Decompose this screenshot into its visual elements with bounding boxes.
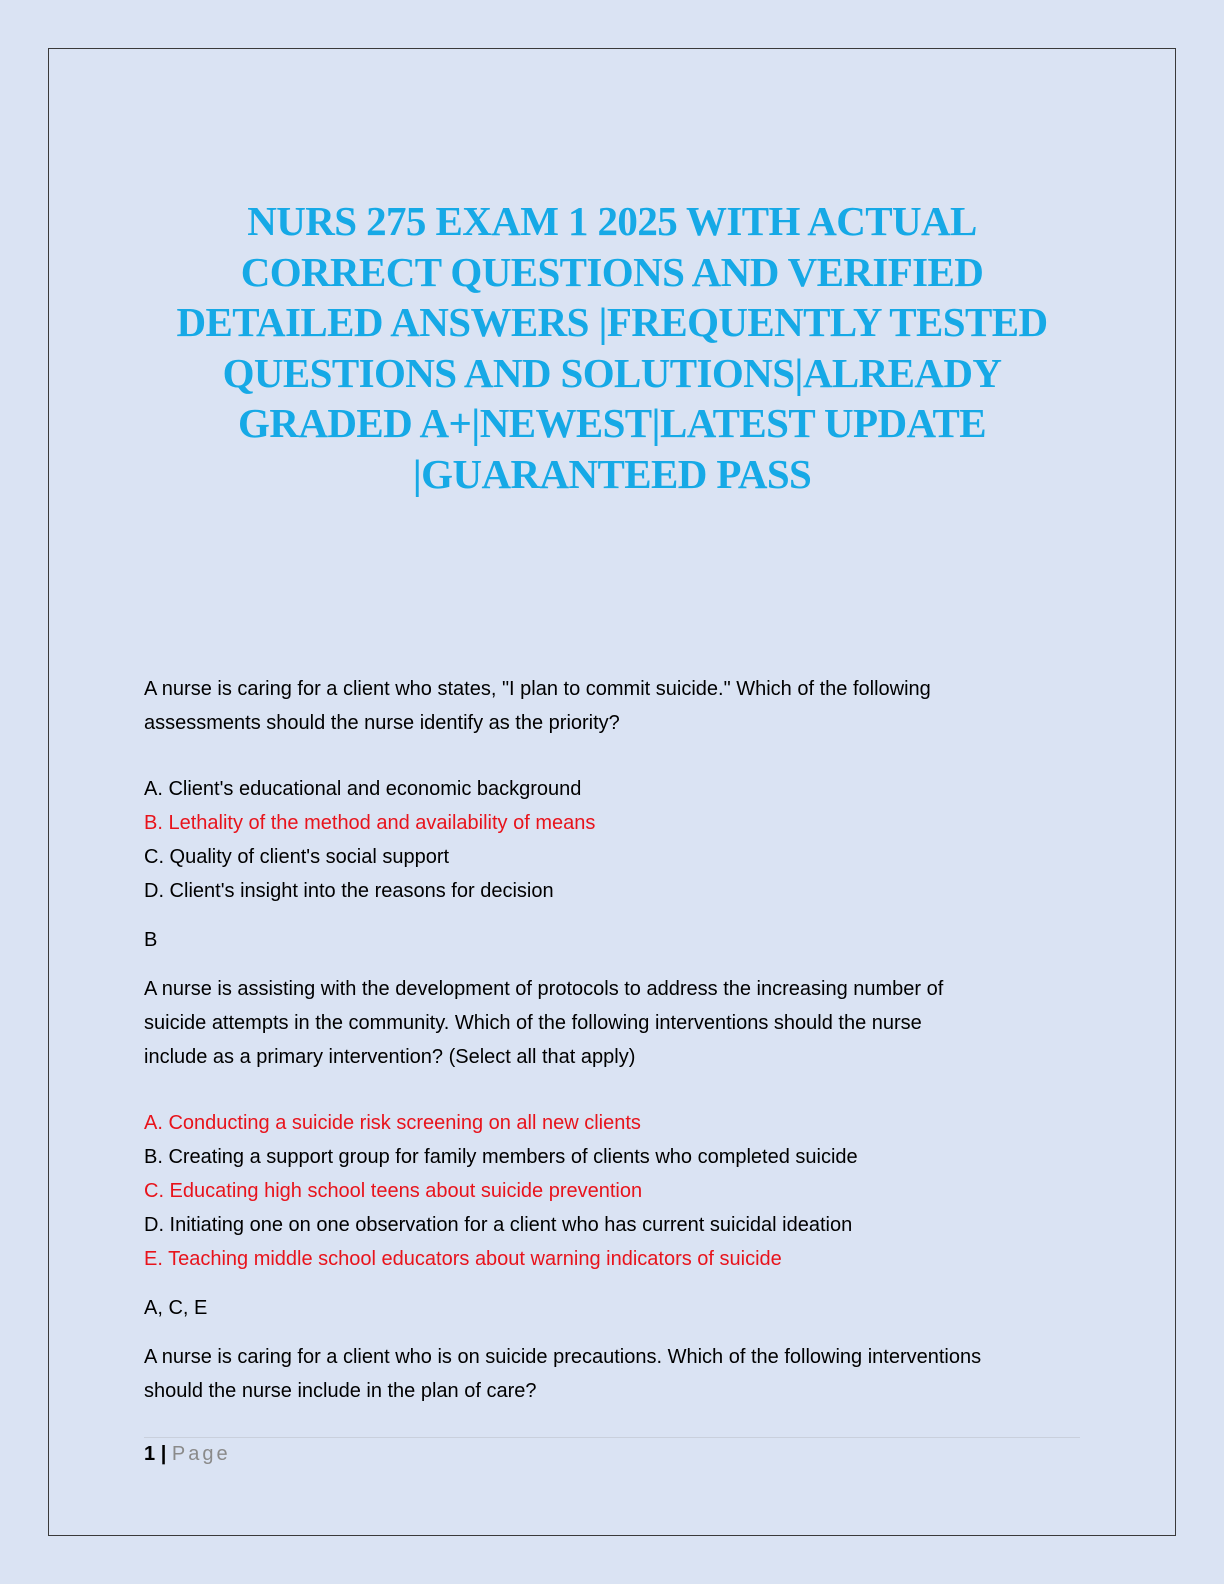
title-line: |GUARANTEED PASS xyxy=(412,450,812,497)
option-a-correct: A. Conducting a suicide risk screening on all new clients xyxy=(144,1112,641,1134)
footer-divider xyxy=(144,1437,1080,1438)
page-separator: | xyxy=(160,1443,167,1465)
option-c-correct: C. Educating high school teens about suicide prevention xyxy=(144,1180,643,1202)
title-line: CORRECT QUESTIONS AND VERIFIED xyxy=(240,248,984,295)
title-line: NURS 275 EXAM 1 2025 WITH ACTUAL xyxy=(247,198,977,244)
question-line: A nurse is caring for a client who states, "I plan to commit suicide." Which of the following xyxy=(144,678,931,700)
document-body xyxy=(144,672,1084,1408)
question-line: A nurse is assisting with the development of protocols to address the increasing number of xyxy=(144,978,944,1000)
document-title xyxy=(120,196,1104,499)
question-2-answer: A, C, E xyxy=(144,1297,208,1319)
question-2-text xyxy=(144,972,1084,1074)
page-number: 1 xyxy=(144,1443,156,1465)
option-d: D. Client's insight into the reasons for decision xyxy=(144,880,554,902)
page-footer xyxy=(144,1440,231,1468)
question-line: A nurse is caring for a client who is on suicide precautions. Which of the following interventions xyxy=(144,1346,982,1368)
question-line: should the nurse include in the plan of care? xyxy=(144,1380,537,1402)
option-d: D. Initiating one on one observation for a client who has current suicidal ideation xyxy=(144,1214,853,1236)
option-b-correct: B. Lethality of the method and availability of means xyxy=(144,812,596,834)
title-line: GRADED A+|NEWEST|LATEST UPDATE xyxy=(238,400,986,446)
option-b: B. Creating a support group for family members of clients who completed suicide xyxy=(144,1146,858,1168)
question-2-options xyxy=(144,1106,1084,1276)
title-line: QUESTIONS AND SOLUTIONS|ALREADY xyxy=(222,349,1002,396)
page-label: Page xyxy=(171,1443,231,1465)
question-line: include as a primary intervention? (Select all that apply) xyxy=(144,1046,636,1068)
question-line: assessments should the nurse identify as the priority? xyxy=(144,712,620,734)
question-line: suicide attempts in the community. Which of the following interventions should the nurse xyxy=(144,1012,922,1034)
question-3-text xyxy=(144,1340,1084,1408)
question-1-answer: B xyxy=(144,929,158,951)
option-e-correct: E. Teaching middle school educators about warning indicators of suicide xyxy=(144,1248,782,1270)
option-c: C. Quality of client's social support xyxy=(144,846,450,868)
option-a: A. Client's educational and economic background xyxy=(144,778,582,800)
question-1-options xyxy=(144,772,1084,908)
question-1-text xyxy=(144,672,1084,740)
title-line: DETAILED ANSWERS |FREQUENTLY TESTED xyxy=(176,299,1048,345)
